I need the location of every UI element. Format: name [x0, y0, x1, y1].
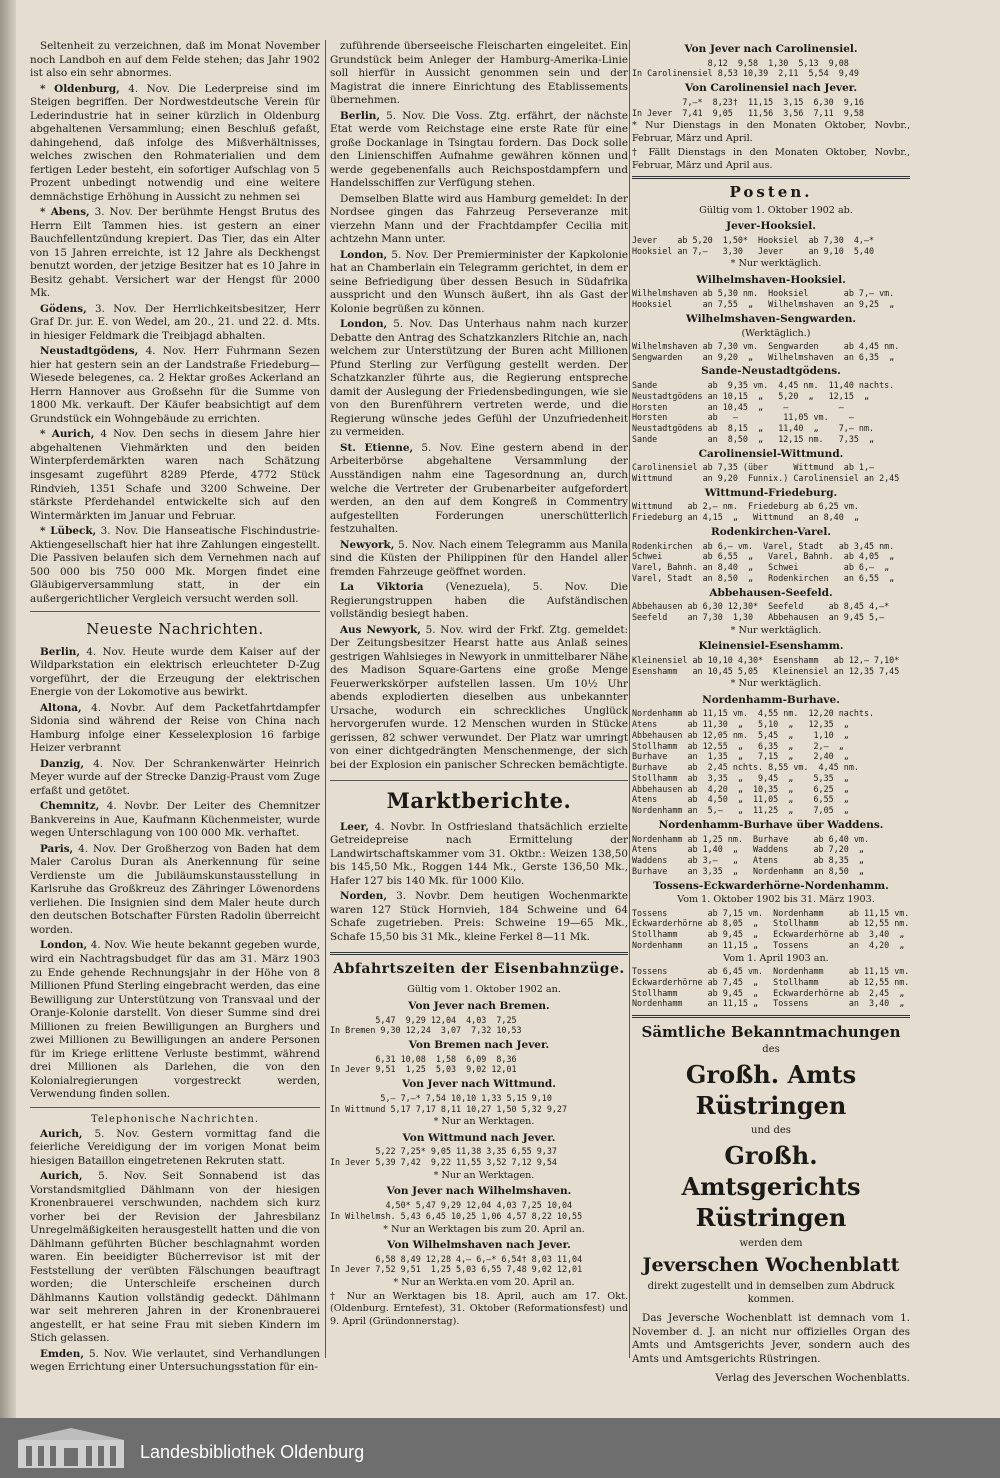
- timetable: 6,31 10,08 1,58 6,09 8,36 In Jever 9,51 1,25 5,03 9,02 12,01: [330, 1053, 517, 1075]
- article-text: 4. Nov. Die Lederpreise sind im Steigen begriffen. Der Nordwestdeutsche Verein für Lederindustrie hat in seiner kürzlich in Oldenburg abgehaltenen Versammlung; einen Beschluß gefaßt, dahingehend, daß infolge des Mißverhältnisses, welches zwischen den Rohmaterialien und dem fertigen Leder besteht, ein sofortiger Aufschlag von 5 Prozent unbedingt notwendig und eine weitere demnächstige Erhöhung in Aussicht zu nehmen sei: [30, 82, 320, 203]
- timetable: Wilhelmshaven ab 7,30 vm. Sengwarden ab 4,45 nm. Sengwarden an 9,20 „ Wilhelmshaven an 6,35 „: [632, 340, 900, 362]
- article: [30, 1128, 320, 1169]
- route-title: Carolinensiel-Wittmund.: [698, 447, 844, 460]
- route-title: Kleinensiel-Esenshamm.: [698, 640, 844, 653]
- column-middle: [330, 40, 628, 1330]
- article-text: 4 Nov. Den sechs in diesem Jahre hier abgehaltenen Viehmärkten und den beiden Winterpferdemärkten waren nach Schätzung insgesamt zugeführt 8289 Pferde, 4772 Stück Rindvieh, 1351 Schafe und 3200 Schweine. Der stärkste Pferdehandel entwickelte sich auf den Wintermärkten im Januar und Februar.: [30, 428, 320, 522]
- timetable: Sande ab 9,35 vm. 4,45 nm. 11,40 nachts. Neustadtgödens an 10,15 „ 5,20 „ 12,15 „ Horsten an 10,45 „ — — Horsten ab — 11,05 vm. — Neustadtgödens ab 8,15 „ 11,40 „ 7,— nm. Sande an 8,50 „ 12,15 nm. 7,35 „: [632, 380, 895, 444]
- article-text: 5. Nov. Eine gestern abend in der Arbeiterbörse abgehaltene Versammlung der Ausständigen nahm eine Tagesordnung an, durch welche die Vertreter der Grubenarbeiter aufgefordert werden, an den auf dem Kongreß in Commentry aufgestellten Forderungen unerschütterlich festzuhalten.: [330, 441, 628, 536]
- route-title: Von Carolinensiel nach Jever.: [684, 82, 858, 95]
- footnote: * Nur an Werktagen.: [433, 1116, 535, 1128]
- article-text: 4. Novbr. Auf dem Packetfahrtdampfer Sidonia sind während der Reise von China nach Hamburg infolge einer Kesselexplosion 16 farbige Heizer verbrannt: [30, 701, 320, 755]
- article-text: 5. Nov. Gestern vormittag fand die feierliche Vereidigung der im vorigen Monat beim hiesigen Bataillon eingetretenen Rekruten statt.: [30, 1127, 320, 1167]
- route-title: Wilhelmshaven-Sengwarden.: [685, 312, 857, 325]
- route-title: Von Wilhelmshaven nach Jever.: [387, 1239, 571, 1252]
- dateline: * Aurich,: [40, 428, 95, 441]
- timetable: Tossens ab 6,45 vm. Nordenhamm ab 11,15 vm. Eckwarderhörne ab 7,45 „ Stollhamm ab 12,55 nm. Stollhamm ab 9,45 „ Eckwarderhörne ab 2,45 „ Nordenhamm an 11,15 „ Tossens an 3,40 „: [632, 966, 910, 1009]
- dateline: La Viktoria: [340, 581, 424, 594]
- dateline: Newyork,: [340, 538, 395, 551]
- article-text: 4. Nov. Der Schrankenwärter Heinrich Meyer wurde auf der Strecke Danzig-Praust vom Zuge erfaßt und getötet.: [30, 757, 320, 797]
- footnote: * Nur an Werkta.en vom 20. April an.: [393, 1277, 575, 1289]
- dateline: Emden,: [40, 1347, 84, 1360]
- timetable: 5,— 7,—* 7,54 10,10 1,33 5,15 9,10 In Wittmund 5,17 7,17 8,11 10,27 1,50 5,32 9,27: [330, 1092, 567, 1114]
- article: [30, 303, 320, 344]
- column-right: [632, 40, 910, 1386]
- article-text: 5. Nov. Nach einem Telegramm aus Manila sind die Küsten der Philippinen für den Handel aller fremden Fahrzeuge geöffnet worden.: [330, 538, 628, 578]
- footnote: † Fällt Dienstags in den Monaten Oktober, Novbr., Februar, März und April aus.: [632, 147, 910, 171]
- dateline: London,: [340, 318, 388, 331]
- footnote: (Werktäglich.): [741, 327, 811, 339]
- timetable: Carolinensiel ab 7,35 (über Wittmund ab 1,— Wittmund an 9,20 Funnix.) Carolinensiel an 2,45: [632, 462, 900, 484]
- column-left: [30, 40, 320, 1377]
- route-title: Von Bremen nach Jever.: [408, 1039, 550, 1052]
- footnote: * Nur werktäglich.: [730, 624, 822, 636]
- timetable: Jever ab 5,20 1,50* Hooksiel ab 7,30 4,—* Hooksiel an 7,— 3,30 Jever an 9,10 5,40: [632, 234, 875, 256]
- route-title: Wilhelmshaven-Hooksiel.: [696, 273, 846, 286]
- route-title: Nordenhamm-Burhave.: [702, 693, 840, 706]
- announcement-text: und des: [751, 1125, 791, 1136]
- section-heading: Marktberichte.: [330, 780, 628, 814]
- article-text: 3. Nov. Der berühmte Hengst Brutus des Herrn Eilt Tammen hies. ist gestern an einer Bauchfellentzündung krepiert. Das Tier, das ein Alter von 15 Jahren erreichte, ist 12 Jahre als Deckhengst benutzt worden, der jetzige Besitzer hat es 10 Jahre in Besitz gehabt. Versichert war der Hengst für 2000 Mk.: [30, 206, 320, 300]
- route-title: Von Jever nach Bremen.: [408, 999, 550, 1012]
- article: [30, 646, 320, 700]
- section-heading: Abfahrtszeiten der Eisenbahnzüge.: [330, 952, 628, 978]
- timetable: Wilhelmshaven ab 5,30 nm. Hooksiel ab 7,— vm. Hooksiel an 7,55 „ Wilhelmshaven an 9,25 „: [632, 288, 895, 310]
- route-title: Rodenkirchen-Varel.: [711, 525, 831, 538]
- announcement-authority: Großh. Amts Rüstringen: [685, 1059, 857, 1120]
- dateline: London,: [340, 248, 388, 261]
- article: [30, 702, 320, 756]
- footer-bar: [0, 1418, 1000, 1478]
- article-text: 4. Novbr. In Ostfriesland thatsächlich erzielte Getreidepreise nach Ermittelung der Landwirtschaftskammer vom 31. Oktbr.: Weizen 138,50 bis 145,50 Mk., Roggen 144 Mk., Gerste 136,50 Mk., Hafer 127 bis 140 Mk. für 1000 Kilo.: [330, 820, 628, 887]
- footnote: * Nur werktäglich.: [730, 678, 822, 690]
- timetable: 8,12 9,58 1,30 5,13 9,08 In Carolinensiel 8,53 10,39 2,11 5,54 9,49: [632, 57, 859, 79]
- announcement-authority: Großh. Amtsgerichts Rüstringen: [681, 1141, 861, 1233]
- dateline: Berlin,: [40, 645, 80, 658]
- dateline: Leer,: [340, 820, 369, 833]
- divider: [30, 1107, 320, 1108]
- dateline: Aus Newyork,: [340, 623, 421, 636]
- article: [30, 83, 320, 205]
- route-title: Von Jever nach Wilhelmshaven.: [386, 1185, 572, 1198]
- footnote: * Nur an Werktagen bis zum 20. April an.: [383, 1223, 585, 1235]
- column-rule: [629, 40, 630, 1358]
- timetable: 5,47 9,29 12,04 4,03 7,25 In Bremen 9,30 12,24 3,07 7,32 10,53: [330, 1014, 522, 1036]
- article: [330, 539, 628, 580]
- announcement-paragraph: Das Jeversche Wochenblatt ist demnach vom 1. November d. J. an nicht nur offizielles Organ des Amts und Amtsgerichts Jever, sondern auch des Amts und Amtsgerichts Rüstringen.: [632, 1312, 910, 1365]
- article: [330, 821, 628, 889]
- route-title: Abbehausen-Seefeld.: [709, 586, 833, 599]
- article-text: 3. Nov. Die Hanseatische Fischindustrie-Aktiengesellschaft hier hat ihre Zahlungen eingestellt. Die Passiven belaufen sich dem Vernehmen nach auf 500 000 bis 750 000 Mk. Morgen findet eine Gläubigerversammlung statt, in der ein außergerichtlicher Vergleich versucht werden soll.: [30, 525, 320, 605]
- route-title: Jever-Hooksiel.: [726, 220, 816, 233]
- route-title: Von Wittmund nach Jever.: [402, 1131, 556, 1144]
- column-rule: [325, 40, 326, 1358]
- article: [30, 758, 320, 799]
- article: [30, 428, 320, 523]
- library-name: Landesbibliothek Oldenburg: [140, 1442, 365, 1462]
- validity-note: Gültig vom 1. Oktober 1902 an.: [407, 984, 561, 996]
- article: [30, 1348, 320, 1375]
- route-title: Tossens-Eckwarderhörne-Nordenhamm.: [653, 879, 889, 892]
- section-subheading: Telephonische Nachrichten.: [90, 1113, 260, 1125]
- footnote: * Nur an Werktagen.: [433, 1169, 535, 1181]
- publisher-line: Verlag des Jeverschen Wochenblatts.: [715, 1372, 910, 1385]
- announcement-newspaper: Jeverschen Wochenblatt: [642, 1253, 900, 1276]
- announcement-text: werden dem: [739, 1237, 803, 1249]
- dateline: * Lübeck,: [40, 525, 97, 538]
- dateline: London,: [40, 939, 88, 952]
- dateline: Chemnitz,: [40, 800, 100, 813]
- announcement-text: direkt zugestellt und in demselben zum Abdruck kommen.: [647, 1281, 895, 1306]
- article: [30, 345, 320, 426]
- timetable: 7,—* 8,23† 11,15 3,15 6,30 9,16 In Jever 7,41 9,05 11,56 3,56 7,11 9,58: [632, 96, 864, 118]
- article: [30, 800, 320, 841]
- dateline: Norden,: [340, 890, 387, 903]
- article: [330, 442, 628, 537]
- footnote: Vom 1. Oktober 1902 bis 31. März 1903.: [677, 894, 875, 906]
- timetable: Rodenkirchen ab 6,— vm. Varel, Stadt ab 3,45 nm. Schwei ab 6,55 „ Varel, Bahnh. ab 4,05 „ Varel, Bahnh. an 8,40 „ Schwei ab 6,— „ Varel, Stadt an 8,50 „ Rodenkirchen an 6,55 „: [632, 540, 895, 583]
- article-text: Demselben Blatte wird aus Hamburg gemeldet: In der Nordsee gingen das Fahrzeug Perseveranze mit vierzehn Mann und der Frachtdampfer Cecilia mit achtzehn Mann unter.: [330, 192, 628, 246]
- article: [30, 843, 320, 938]
- timetable: Nordenhamm ab 1,25 nm. Burhave ab 6,40 vm. Atens ab 1,40 „ Waddens ab 7,20 „ Waddens ab 3,— „ Atens ab 8,35 „ Burhave an 3,35 „ Nordenhamm an 8,50 „: [632, 833, 869, 876]
- footnote: * Nur werktäglich.: [730, 258, 822, 270]
- article: [330, 581, 628, 622]
- article: [30, 206, 320, 301]
- article: [30, 1170, 320, 1346]
- dateline: Berlin,: [340, 109, 380, 122]
- footnote: Vom 1. April 1903 an.: [723, 952, 829, 964]
- article: [330, 890, 628, 944]
- route-title: Wittmund-Friedeburg.: [704, 486, 838, 499]
- dateline: Altona,: [40, 701, 82, 714]
- article: [30, 939, 320, 1101]
- article-text: 5. Nov. Der Premierminister der Kapkolonie hat an Chamberlain ein Telegramm gerichtet, in dem er seine Befriedigung über dessen Besuch in Südafrika ausspricht und den Wunsch äußert, ihn als Gast der Kolonie begrüßen zu können.: [330, 248, 628, 315]
- dateline: Aurich,: [40, 1170, 83, 1183]
- article-text: 4. Nov. Herr Fuhrmann Sezen hier hat gestern sein an der Landstraße Friedeburg—Wiesede belegenes, ca. 2 Hektar großes Ackerland an Herrn Hannover aus Großsehn für die Summe von 1800 Mk. verkauft. Der Käufer beabsichtigt auf dem Grundstück ein Wohngebäude zu errichten.: [30, 345, 320, 425]
- dateline: St. Etienne,: [340, 441, 414, 454]
- validity-note: Gültig vom 1. Oktober 1902 ab.: [699, 204, 853, 216]
- article: [330, 318, 628, 440]
- dateline: Neustadtgödens,: [40, 345, 139, 358]
- article-text: Seltenheit zu verzeichnen, daß im Monat November noch Landboh en auf dem Felde stehen; das Jahr 1902 ist also ein sehr abnormes.: [30, 40, 320, 80]
- dateline: * Oldenburg,: [40, 82, 120, 95]
- article-text: 5. Nov. Seit Sonnabend ist das Vorstandsmitglied Dählmann von der hiesigen Kronenbrauerei verschwunden, nachdem sich kurz vorher bei der Revision der Jahresbilanz Unregelmäßigkeiten herausgestellt hatten und die von Dählmann geführten Bücher beschlagnahmt worden waren. Ein beeidigter Bücherrevisor ist mit der Feststellung der verübten Fälschungen beauftragt worden; die Unterschleife erscheinen durch Dählmanns Kaution vollständig gedeckt. Dählmann war seit mehreren Jahren in der Kronenbrauerei angestellt, er hat seine Frau mit sieben Kindern im Stich gelassen.: [30, 1170, 320, 1345]
- footnote: * Nur Dienstags in den Monaten Oktober, Novbr., Februar, März und April.: [632, 120, 910, 144]
- article-text: 5. Nov. Wie verlautet, sind Verhandlungen wegen Errichtung einer Untersuchungsstation für ein-: [30, 1347, 320, 1374]
- dateline: Danzig,: [40, 757, 85, 770]
- article-text: 5. Nov. wird der Frkf. Ztg. gemeldet: Der Zeitungsbesitzer Hearst hatte aus Anlaß seines gestrigen Wahlsieges in Newyork in unmittelbarer Nähe des Madison Square-Gartens eine große Menge Feuerwerkskörper aufstellen lassen. Um 10½ Uhr abends explodierten dieselben aus unbekannter Ursache, wodurch ein schreckliches Unglück hervorgerufen wurde. 12 Menschen wurden in Stücke gerissen, 82 schwer verwundet. Der Platz war umringt von einer dichtgedrängten Menschenmenge, der sich bei der Explosion ein panischer Schrecken bemächtigte.: [330, 623, 628, 771]
- route-title: Von Jever nach Carolinensiel.: [684, 43, 858, 55]
- route-title: Sande-Neustadtgödens.: [701, 365, 841, 378]
- section-heading: Neueste Nachrichten.: [86, 620, 264, 639]
- timetable: Kleinensiel ab 10,10 4,30* Esenshamm ab 12,— 7,10* Esenshamm an 10,45 5,05 Kleinensiel an 12,35 7,45: [632, 654, 900, 676]
- library-building-icon: [16, 1426, 126, 1474]
- article: [330, 249, 628, 317]
- article-text: zuführende überseeische Fleischarten eingeleitet. Ein Grundstück beim Anleger der Hamburg-Amerika-Linie soll hierfür in Aussicht genommen sein und der Magistrat die innere Einrichtung des Etablissements übernehmen.: [330, 40, 628, 107]
- route-title: Nordenhamm-Burhave über Waddens.: [658, 818, 884, 831]
- route-title: Von Jever nach Wittmund.: [402, 1078, 556, 1091]
- timetable: Nordenhamm ab 11,15 vm. 4,55 nm. 12,20 nachts. Atens ab 11,30 „ 5,10 „ 12,35 „ Abbehausen ab 12,05 nm. 5,45 „ 1,10 „ Stollhamm ab 12,55 „ 6,35 „ 2,— „ Burhave an 1,35 „ 7,15 „ 2,40 „ Burhave ab 2,45 nchts. 8,55 vm. 4,45 nm. Stollhamm ab 3,35 „ 9,45 „ 5,35 „ Abbehausen ab 4,20 „ 10,35 „ 6,25 „ Atens ab 4,50 „ 11,05 „ 6,55 „ Nordenhamm an 5,— „ 11,25 „ 7,05 „: [632, 708, 875, 816]
- timetable: 5,22 7,25* 9,05 11,38 3,35 6,55 9,37 In Jever 5,39 7,42 9,22 11,55 3,52 7,12 9,54: [330, 1146, 557, 1168]
- divider: [30, 611, 320, 612]
- timetable: Abbehausen ab 6,30 12,30* Seefeld ab 8,45 4,—* Seefeld an 7,30 1,30 Abbehausen an 9,45 5,—: [632, 601, 890, 622]
- article-text: 4. Nov. Der Großherzog von Baden hat dem Maler Carolus Duran als Anerkennung für seine Verdienste um die Jubiläumskunstausstellung in Karlsruhe das Großkreuz des Zähringer Löwenordens verliehen. Die Insignien sind dem Maler heute durch den deutschen Botschafter Fürsten Radolin überreicht worden.: [30, 842, 320, 936]
- dateline: Gödens,: [40, 302, 87, 315]
- article: [30, 525, 320, 606]
- timetable: 6,58 8,49 12,28 4,— 6,—* 6,54† 8,03 11,04 In Jever 7,52 9,51 1,25 5,03 6,55 7,48 9,02 12,01: [330, 1253, 583, 1275]
- announcement-body: [632, 1312, 910, 1386]
- article-text: 3. Novbr. Dem heutigen Wochenmarkte waren 127 Stück Hornvieh, 184 Schweine und 64 Schafe zugetrieben. Preis: Schweine 19—65 Mk., Schafe 15,50 bis 31 Mk., kleine Ferkel 8—11 Mk.: [330, 890, 628, 943]
- article: [330, 624, 628, 773]
- article: [330, 110, 628, 191]
- page-gutter: [0, 0, 16, 1418]
- timetable: Tossens ab 7,15 vm. Nordenhamm ab 11,15 vm. Eckwarderhörne ab 8,05 „ Stollhamm ab 12,55 nm. Stollhamm ab 9,45 „ Eckwarderhörne ab 3,40 „ Nordenhamm an 11,15 „ Tossens an 4,20 „: [632, 907, 910, 950]
- article-text: 4. Nov. Wie heute bekannt gegeben wurde, wird ein Nachtragsbudget für das am 31. März 1903 zu Ende gehende Rechnungsjahr in der Höhe von 8 Millionen Pfund Sterling eingebracht werden, das eine Bewilligung zur Unterstützung von Transvaal und der Oranje-Kolonie darstellt. Von dieser Summe sind drei Millionen zu freien Bewilligungen an Burghers und zwei Millionen zu Bewilligungen an andere Personen für im Kriege erlittene Verluste bestimmt, während drei Millionen als Darlehen, die von den Kolonialregierungen vorgestreckt werden, Verwendung finden sollen.: [30, 939, 320, 1101]
- section-heading: Posten.: [632, 176, 910, 203]
- dateline: Aurich,: [40, 1127, 83, 1140]
- footnote: † Nur an Werktagen bis 18. April, auch am 17. Okt. (Oldenburg. Erntefest), 31. Oktober (Reformationsfest) und 9. April (Gründonnerstag).: [330, 1290, 628, 1327]
- article-text: 4. Novbr. Der Leiter des Chemnitzer Bankvereins in Aue, Kaufmann Küchenmeister, wurde wegen Unterschlagung von 100 000 Mk. verhaftet.: [30, 800, 320, 840]
- announcement-text: des: [762, 1043, 780, 1055]
- article-text: 5. Nov. Das Unterhaus nahm nach kurzer Debatte den Antrag des Schatzkanzlers Ritchie an, nach welchem zur Unterstützung der Buren acht Millionen Pfund Sterling zur Verfügung gestellt werden. Der Schatzkanzler führte aus, die Regierung entspreche damit der Auslegung der Friedensbedingungen, wie sie von den Burenführern vertreten werde, und die Regierung wünsche jedes Gefühl der Unzufriedenheit zu vermeiden.: [330, 318, 628, 439]
- announcement-heading: Sämtliche Bekanntmachungen: [632, 1015, 910, 1043]
- article-text: 5. Nov. Die Voss. Ztg. erfährt, der nächste Etat werde vom Reichstage eine erste Rate für eine große Dockanlage in Tsingtau fordern. Das Dock solle den Linienschiffen Aufnahme gewähren können und werde gegebenenfalls auch Reichspostdampfern und Handelsschiffen zur Verfügung stehen.: [330, 109, 628, 190]
- dateline: Paris,: [40, 842, 74, 855]
- article-text: 3. Nov. Der Herrlichkeitsbesitzer, Herr Graf Dr. jur. E. von Wedel, am 20., 21. und 22. d. Mts. in hiesiger Feldmark die Treibjagd abhalten.: [30, 302, 320, 342]
- article-text: 4. Nov. Heute wurde dem Kaiser auf der Wildparkstation ein elektrisch erleuchteter D-Zug vorgeführt, der die Erzeugung der elektrischen Energie von der Lokomotive aus bewirkt.: [30, 645, 320, 699]
- article-text: (Venezuela), 5. Nov. Die Regierungstruppen haben die Aufständischen vollständig besiegt haben.: [330, 581, 628, 621]
- timetable: Wittmund ab 2,— nm. Friedeburg ab 6,25 vm. Friedeburg an 4,15 „ Wittmund an 8,40 „: [632, 501, 859, 523]
- timetable: 4,50* 5,47 9,29 12,04 4,03 7,25 10,04 In Wilhelmsh. 5,43 6,45 10,25 1,06 4,57 8,22 10,55: [330, 1200, 583, 1221]
- dateline: * Abens,: [40, 206, 90, 219]
